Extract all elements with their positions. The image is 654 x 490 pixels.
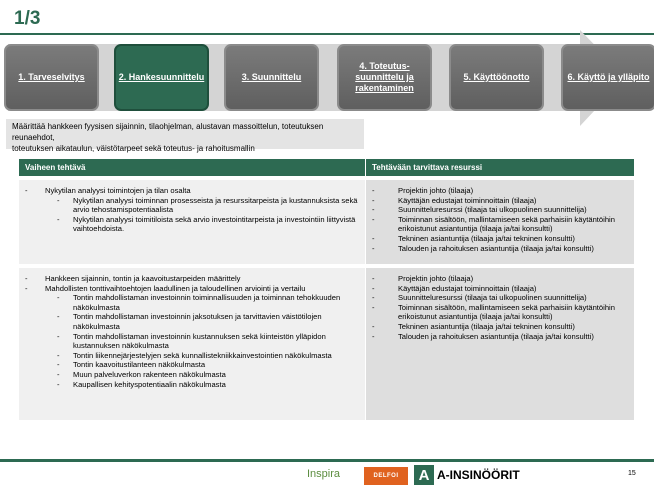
task-cell (19, 266, 366, 420)
resource-item: - Tekninen asiantuntija (tilaaja ja/tai tekninen konsultti) (372, 322, 628, 332)
resource-item: - Projektin johto (tilaaja) (372, 186, 628, 196)
page-number: 15 (628, 470, 636, 477)
step-label: 5. Käyttöönotto (463, 72, 530, 82)
task-subitem: - Nykytilan analyysi toimitiloista sekä arvio investointitarpeista ja investointiin liittyvistä vaihtoehdoista. (25, 215, 359, 234)
ainsinoorit-wordmark: A-INSINÖÖRIT (437, 468, 520, 482)
task-subitem: - Muun palveluverkon rakenteen näkökulmasta (25, 370, 359, 380)
task-item: - Mahdollisten tonttivaihtoehtojen laadullinen ja taloudellinen arviointi ja vertailu (25, 284, 359, 294)
task-subitem: - Nykytilan analyysi toiminnan prosesseista ja resurssitarpeista ja kustannuksista sekä arvio tehostamispotentiaalista (25, 196, 359, 215)
description-line: toteutuksen aikataulun, väistötarpeet sekä toteutus- ja rahoitusmallin (12, 144, 255, 153)
task-item: - Nykytilan analyysi toimintojen ja tilan osalta (25, 186, 359, 196)
table-header-row (19, 159, 635, 178)
task-subitem: - Tontin liikennejärjestelyjen sekä kunnallistekniikkainvestointien näkökulmasta (25, 351, 359, 361)
delfoi-logo: DELFOI (364, 467, 408, 485)
task-item: - Hankkeen sijainnin, tontin ja kaavoitustarpeiden määrittely (25, 274, 359, 284)
header-resource: Tehtävään tarvittava resurssi (366, 159, 635, 178)
phase-description (6, 119, 364, 153)
step-label: 6. Käyttö ja ylläpito (567, 72, 650, 82)
page-title: 1/3 (14, 8, 41, 29)
resource-item: - Käyttäjän edustajat toiminnoittain (tilaaja) (372, 196, 628, 206)
resource-item: - Talouden ja rahoituksen asiantuntija (tilaaja ja/tai konsultti) (372, 332, 628, 342)
task-subitem: - Kaupallisen kehityspotentiaalin näkökulmasta (25, 380, 359, 390)
table-row (19, 178, 635, 266)
step-tarveselvitys[interactable] (4, 44, 99, 111)
resource-cell (366, 266, 635, 420)
ainsinoorit-mark-icon: A (414, 465, 434, 485)
step-label: 2. Hankesuunnittelu (118, 72, 205, 82)
ainsinoorit-logo (414, 465, 520, 485)
resource-item: - Suunnitteluresurssi (tilaaja tai ulkopuolinen suunnittelija) (372, 205, 628, 215)
step-kayttoonotto[interactable] (449, 44, 544, 111)
task-subitem: - Tontin mahdollistaman investoinnin jaksotuksen ja tarvittavien väistötilojen näkökulmasta (25, 312, 359, 331)
resource-item: - Käyttäjän edustajat toiminnoittain (tilaaja) (372, 284, 628, 294)
step-hankesuunnittelu[interactable] (114, 44, 209, 111)
step-suunnittelu[interactable] (224, 44, 319, 111)
task-subitem: - Tontin kaavoitustilanteen näkökulmasta (25, 360, 359, 370)
resource-item: - Toiminnan sisältöön, mallintamiseen sekä parhaisiin käytäntöihin erikoistunut asiantuntija (tilaaja ja/tai konsultti) (372, 215, 628, 234)
task-subitem: - Tontin mahdollistaman investoinnin toiminnallisuuden ja toiminnan tehokkuuden näkökulmasta (25, 293, 359, 312)
resource-item: - Tekninen asiantuntija (tilaaja ja/tai tekninen konsultti) (372, 234, 628, 244)
step-label: 1. Tarveselvitys (18, 72, 85, 82)
phase-table (18, 159, 634, 420)
resource-item: - Suunnitteluresurssi (tilaaja tai ulkopuolinen suunnittelija) (372, 293, 628, 303)
table-row (19, 266, 635, 420)
step-label: 4. Toteutus-suunnittelu ja rakentaminen (355, 61, 414, 93)
header-task: Vaiheen tehtävä (19, 159, 366, 178)
task-cell (19, 178, 366, 266)
footer-divider (0, 459, 654, 462)
step-label: 3. Suunnittelu (241, 72, 302, 82)
resource-item: - Talouden ja rahoituksen asiantuntija (tilaaja ja/tai konsultti) (372, 244, 628, 254)
description-line: Määrittää hankkeen fyysisen sijainnin, tilaohjelman, alustavan massoittelun, toteutuksen reunaehdot, (12, 122, 324, 142)
resource-item: - Projektin johto (tilaaja) (372, 274, 628, 284)
step-kaytto-yllapito[interactable] (561, 44, 654, 111)
task-subitem: - Tontin mahdollistaman investoinnin kustannuksen sekä kiinteistön ylläpidon kustannuksen näkökulmasta (25, 332, 359, 351)
resource-item: - Toiminnan sisältöön, mallintamiseen sekä parhaisiin käytäntöihin erikoistunut asiantuntija (tilaaja ja/tai konsultti) (372, 303, 628, 322)
step-toteutussuunnittelu[interactable] (337, 44, 432, 111)
resource-cell (366, 178, 635, 266)
inspira-logo: Inspira (307, 468, 341, 480)
